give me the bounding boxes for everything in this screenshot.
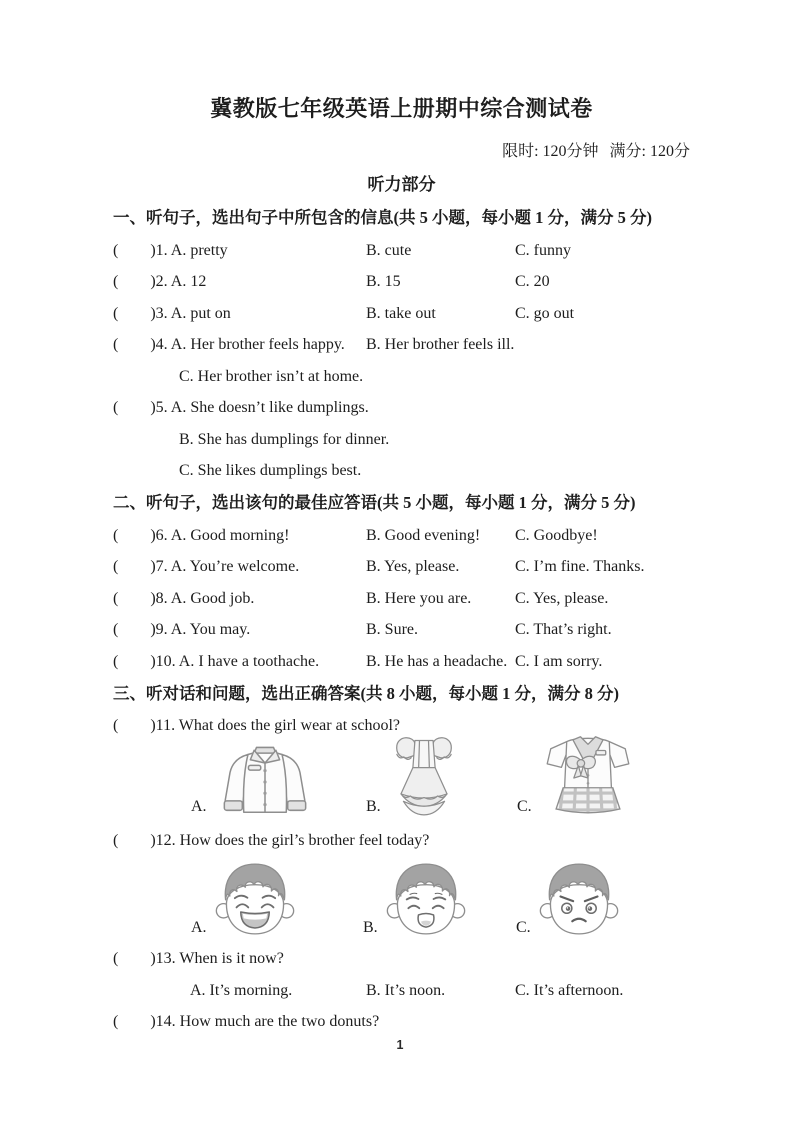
question-12-choice-c <box>516 860 621 938</box>
question-12-choice-a <box>191 860 297 938</box>
happy-face-icon <box>213 860 297 938</box>
choice-b-label: B. <box>366 798 381 815</box>
question-2-option-b: B. 15 <box>366 273 401 290</box>
question-12-images <box>113 854 690 938</box>
shirt-icon <box>213 745 317 817</box>
full-score: 满分: 120分 <box>609 143 690 160</box>
question-4-row <box>113 335 690 354</box>
question-5-option-b: B. She has dumplings for dinner. <box>179 430 390 448</box>
time-limit: 限时: 120分钟 <box>502 143 599 160</box>
question-8-option-c: C. Yes, please. <box>515 589 609 607</box>
question-7-row <box>113 557 690 576</box>
listening-section-heading: 听力部分 <box>367 175 436 194</box>
question-13-option-b: B. It’s noon. <box>366 981 446 999</box>
question-4-option-c: C. Her brother isn’t at home. <box>179 367 364 385</box>
question-1-row <box>113 241 690 260</box>
question-9-option-a: ( )9. A. You may. <box>113 621 251 638</box>
question-6-option-a: ( )6. A. Good morning! <box>113 526 290 544</box>
dress-skirt <box>401 768 447 798</box>
question-8-row <box>113 589 690 608</box>
question-11-text: ( )11. What does the girl wear at school? <box>113 717 401 734</box>
question-4-option-a: ( )4. A. Her brother feels happy. <box>113 336 345 353</box>
question-2-option-c: C. 20 <box>515 273 550 290</box>
exam-meta <box>113 142 690 161</box>
question-5-row <box>113 398 690 417</box>
question-11-choice-a <box>191 745 317 817</box>
page-title: 冀教版七年级英语上册期中综合测试卷 <box>210 96 593 121</box>
question-13-option-c: C. It’s afternoon. <box>515 981 624 999</box>
question-1-option-b: B. cute <box>366 241 412 259</box>
question-13-prompt <box>113 949 690 968</box>
sad-face-icon <box>384 860 468 938</box>
shirt-collar <box>254 747 276 753</box>
page-number: 1 <box>396 1038 404 1052</box>
question-14-prompt <box>113 1012 690 1031</box>
question-14-text: ( )14. How much are the two donuts? <box>113 1013 380 1030</box>
question-3-option-c: C. go out <box>515 304 575 322</box>
question-10-option-a: ( )10. A. I have a toothache. <box>113 652 320 670</box>
choice-a-label: A. <box>191 919 207 936</box>
question-9-row <box>113 620 690 639</box>
question-3-row <box>113 304 690 323</box>
question-2-option-a: ( )2. A. 12 <box>113 273 207 290</box>
question-6-option-c: C. Goodbye! <box>515 526 598 544</box>
question-9-option-b: B. Sure. <box>366 621 418 638</box>
dress-icon <box>387 733 461 817</box>
question-10-option-c: C. I am sorry. <box>515 652 603 670</box>
question-10-option-b: B. He has a headache. <box>366 652 508 670</box>
question-5-option-c: C. She likes dumplings best. <box>179 462 362 479</box>
question-8-option-a: ( )8. A. Good job. <box>113 589 255 607</box>
question-3-option-a: ( )3. A. put on <box>113 304 231 322</box>
question-10-row <box>113 652 690 671</box>
question-11-choice-c <box>517 731 638 817</box>
question-9-option-c: C. That’s right. <box>515 621 612 638</box>
uniform-icon <box>538 731 638 817</box>
choice-a-label: A. <box>191 798 207 815</box>
question-4-option-b: B. Her brother feels ill. <box>366 336 515 353</box>
part2-heading: 二、听句子，选出该句的最佳应答语(共 5 小题，每小题 1 分，满分 5 分) <box>113 493 636 512</box>
question-12-prompt <box>113 831 690 850</box>
question-13-option-a: A. It’s morning. <box>190 981 293 999</box>
question-11-choice-b <box>366 733 461 817</box>
choice-c-label: C. <box>516 919 531 936</box>
question-1-option-c: C. funny <box>515 241 571 259</box>
question-5-option-a: ( )5. A. She doesn’t like dumplings. <box>113 399 369 416</box>
question-7-option-a: ( )7. A. You’re welcome. <box>113 558 300 575</box>
question-8-option-b: B. Here you are. <box>366 589 472 607</box>
question-3-option-b: B. take out <box>366 304 436 322</box>
choice-c-label: C. <box>517 798 532 815</box>
question-2-row <box>113 272 690 291</box>
question-7-option-b: B. Yes, please. <box>366 558 460 575</box>
part1-heading: 一、听句子，选出句子中所包含的信息(共 5 小题，每小题 1 分，满分 5 分) <box>113 208 652 227</box>
question-6-row <box>113 526 690 545</box>
question-6-option-b: B. Good evening! <box>366 526 481 544</box>
question-12-text: ( )12. How does the girl’s brother feel today? <box>113 832 430 849</box>
shirt-pocket <box>248 765 260 770</box>
question-7-option-c: C. I’m fine. Thanks. <box>515 558 645 575</box>
question-13-text: ( )13. When is it now? <box>113 950 284 967</box>
dress-bodice <box>413 740 435 767</box>
angry-face-icon <box>537 860 621 938</box>
question-13-options <box>113 981 690 1000</box>
choice-b-label: B. <box>363 919 378 936</box>
part3-heading: 三、听对话和问题，选出正确答案(共 8 小题，每小题 1 分，满分 8 分) <box>113 683 619 703</box>
question-11-images <box>113 739 690 817</box>
question-12-choice-b <box>363 860 468 938</box>
question-1-option-a: ( )1. A. pretty <box>113 241 228 259</box>
